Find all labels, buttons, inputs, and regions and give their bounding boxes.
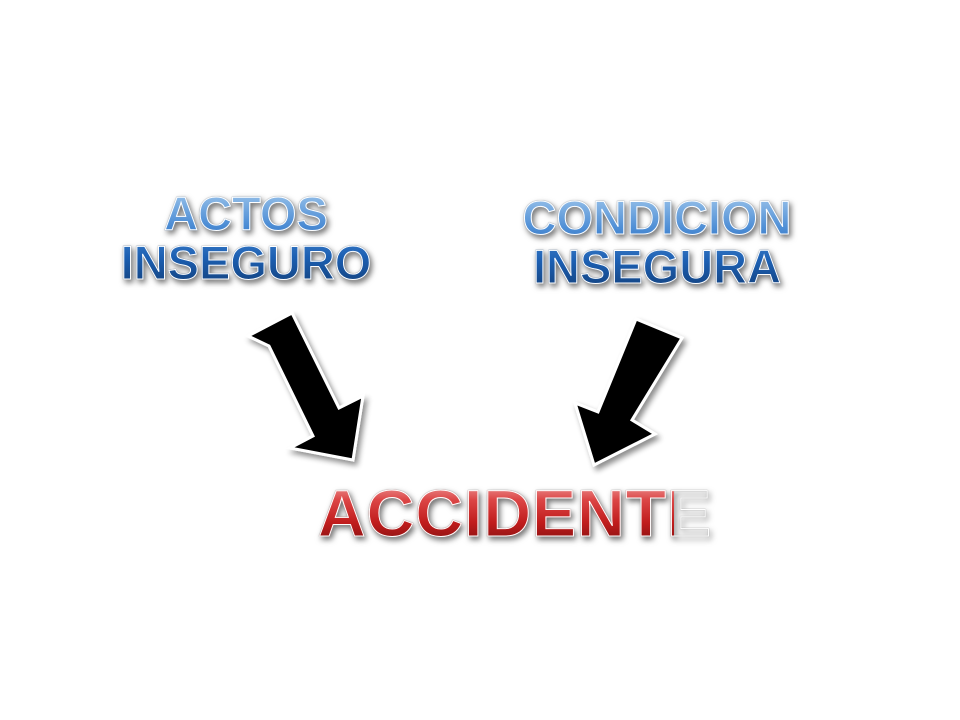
actos-inseguro-label xyxy=(118,187,374,289)
condicion-insegura-line1: CONDICION xyxy=(522,191,792,244)
actos-inseguro-line2: INSEGURO xyxy=(120,236,372,289)
arrow-down-left-icon xyxy=(575,319,682,465)
condicion-insegura-label xyxy=(508,191,806,293)
actos-inseguro-line1: ACTOS xyxy=(164,187,328,240)
arrow-down-right-icon xyxy=(248,313,363,460)
condicion-insegura-line2: INSEGURA xyxy=(532,240,782,293)
accidente-label: ACCIDENTE xyxy=(318,476,713,550)
